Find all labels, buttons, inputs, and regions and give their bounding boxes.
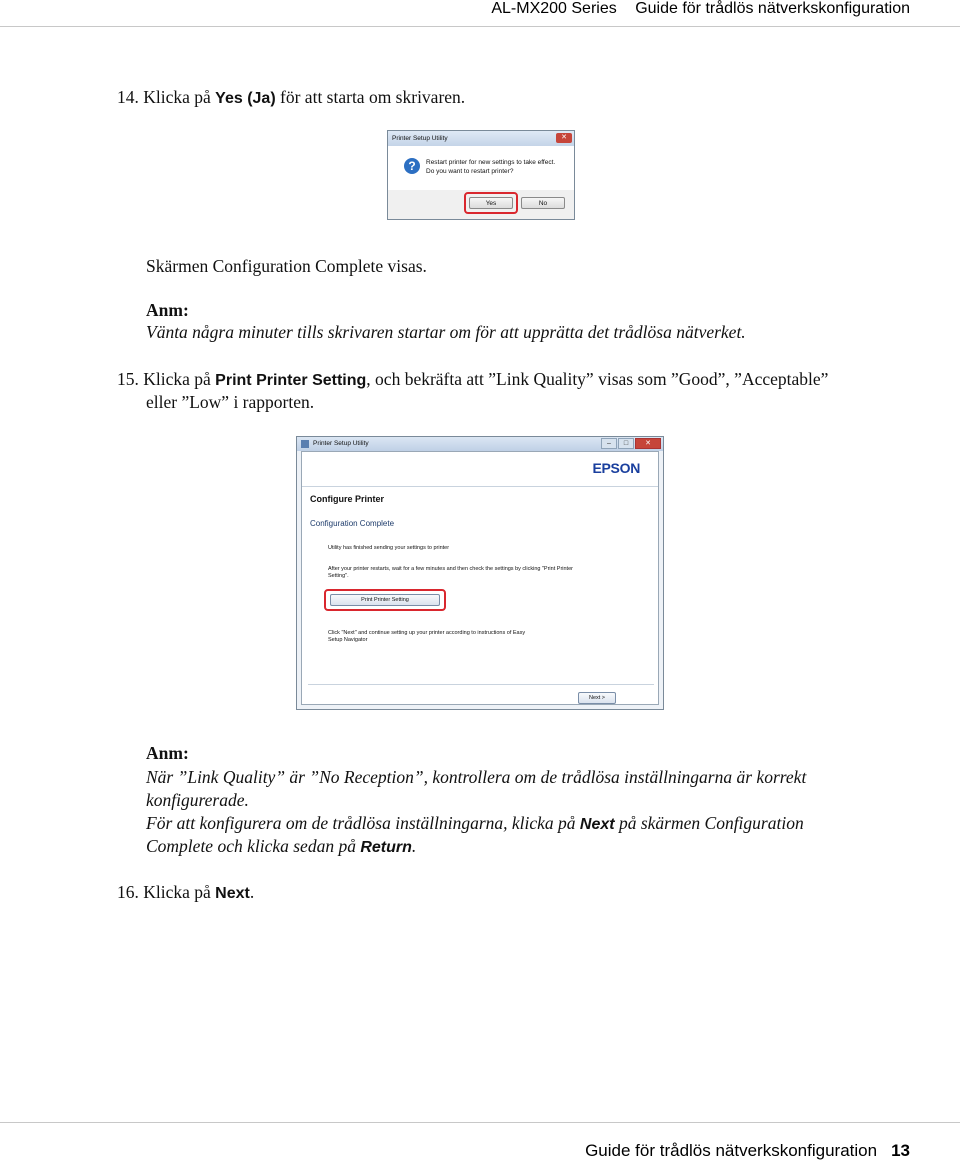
yes-highlight-box <box>464 192 518 214</box>
epson-logo: EPSON <box>592 460 640 476</box>
configure-printer-heading: Configure Printer <box>310 494 385 504</box>
next-button: Next > <box>578 692 616 704</box>
step-15-bold: Print Printer Setting <box>215 372 367 389</box>
step-16 <box>117 881 254 905</box>
next-instruction-line2: Setup Navigator <box>328 637 368 643</box>
configure-printer-screenshot <box>296 436 664 710</box>
step-14-post: för att starta om skrivaren. <box>280 87 466 107</box>
restart-message-line2: Do you want to restart printer? <box>426 168 514 175</box>
header-divider <box>302 486 658 487</box>
note-1-label: Anm: <box>146 300 189 320</box>
note-2-line4-pre: Complete och klicka sedan på <box>146 836 356 856</box>
maximize-icon: □ <box>618 438 634 449</box>
question-icon: ? <box>404 158 420 174</box>
step-14-bold: Yes (Ja) <box>215 90 276 107</box>
header-product: AL-MX200 Series <box>491 0 617 17</box>
footer-divider <box>308 684 654 685</box>
footer-divider-line <box>0 1122 960 1123</box>
footer-title: Guide för trådlös nätverkskonfiguration <box>585 1141 878 1160</box>
note-2-label: Anm: <box>146 743 189 763</box>
step-15-number: 15. <box>117 369 139 389</box>
restart-wait-text-line1: After your printer restarts, wait for a few minutes and then check the settings by clicking "Print Printer <box>328 566 573 572</box>
note-2-line3 <box>146 812 804 836</box>
restart-dialog-titlebar <box>388 131 574 146</box>
note-1-text: Vänta några minuter tills skrivaren startar om för att upprätta det trådlösa nätverket. <box>146 322 746 342</box>
configuration-complete-subheading: Configuration Complete <box>310 519 395 528</box>
minimize-icon: – <box>601 438 617 449</box>
step-16-pre: Klicka på <box>143 882 211 902</box>
header-title: Guide för trådlös nätverkskonfiguration <box>635 0 910 17</box>
step-16-post: . <box>249 882 255 902</box>
page-footer <box>585 1141 910 1161</box>
close-icon: ✕ <box>635 438 661 449</box>
restart-dialog-message <box>426 158 555 176</box>
restart-dialog-title: Printer Setup Utility <box>392 135 448 142</box>
note-2-line3-post: på skärmen Configuration <box>618 813 804 833</box>
note-2-line4-post: . <box>411 836 417 856</box>
step-16-bold: Next <box>215 885 250 902</box>
finished-sending-text: Utility has finished sending your settings to printer <box>328 545 450 551</box>
close-icon: ✕ <box>556 133 572 143</box>
step-14 <box>117 86 465 110</box>
next-instruction-line1: Click "Next" and continue setting up your printer according to instructions of Easy <box>328 630 526 636</box>
note-2-next-bold: Next <box>579 816 615 833</box>
configure-printer-window-title: Printer Setup Utility <box>313 440 369 447</box>
restart-message-line1: Restart printer for new settings to take effect. <box>426 159 556 166</box>
step-15 <box>117 368 828 392</box>
restart-dialog-screenshot <box>387 130 575 220</box>
page-header <box>0 0 960 27</box>
note-2-line4 <box>146 835 416 859</box>
step-14-number: 14. <box>117 87 139 107</box>
page-number: 13 <box>891 1141 910 1160</box>
step-16-number: 16. <box>117 882 139 902</box>
note-2-line2: konfigurerade. <box>146 790 249 810</box>
print-printer-setting-button: Print Printer Setting <box>330 594 440 606</box>
note-2-line3-pre: För att konfigurera om de trådlösa inställningarna, klicka på <box>146 813 576 833</box>
configuration-complete-text: Skärmen Configuration Complete visas. <box>146 256 427 276</box>
app-icon <box>301 440 309 448</box>
yes-button: Yes <box>469 197 513 209</box>
step-14-pre: Klicka på <box>143 87 211 107</box>
note-2-return-bold: Return <box>360 839 412 856</box>
header-text <box>477 0 910 18</box>
step-15-line2: eller ”Low” i rapporten. <box>146 392 315 412</box>
restart-dialog-content <box>388 146 574 190</box>
configure-printer-titlebar <box>297 437 663 451</box>
no-button: No <box>521 197 565 209</box>
note-2-line1: När ”Link Quality” är ”No Reception”, kontrollera om de trådlösa inställningarna är korrekt <box>146 767 807 787</box>
configure-printer-body <box>301 451 659 705</box>
step-15-post: , och bekräfta att ”Link Quality” visas som ”Good”, ”Acceptable” <box>366 369 829 389</box>
restart-wait-text-line2: Setting". <box>328 573 349 579</box>
step-15-pre: Klicka på <box>143 369 211 389</box>
window-buttons <box>600 438 661 452</box>
print-setting-highlight-box <box>324 589 446 611</box>
